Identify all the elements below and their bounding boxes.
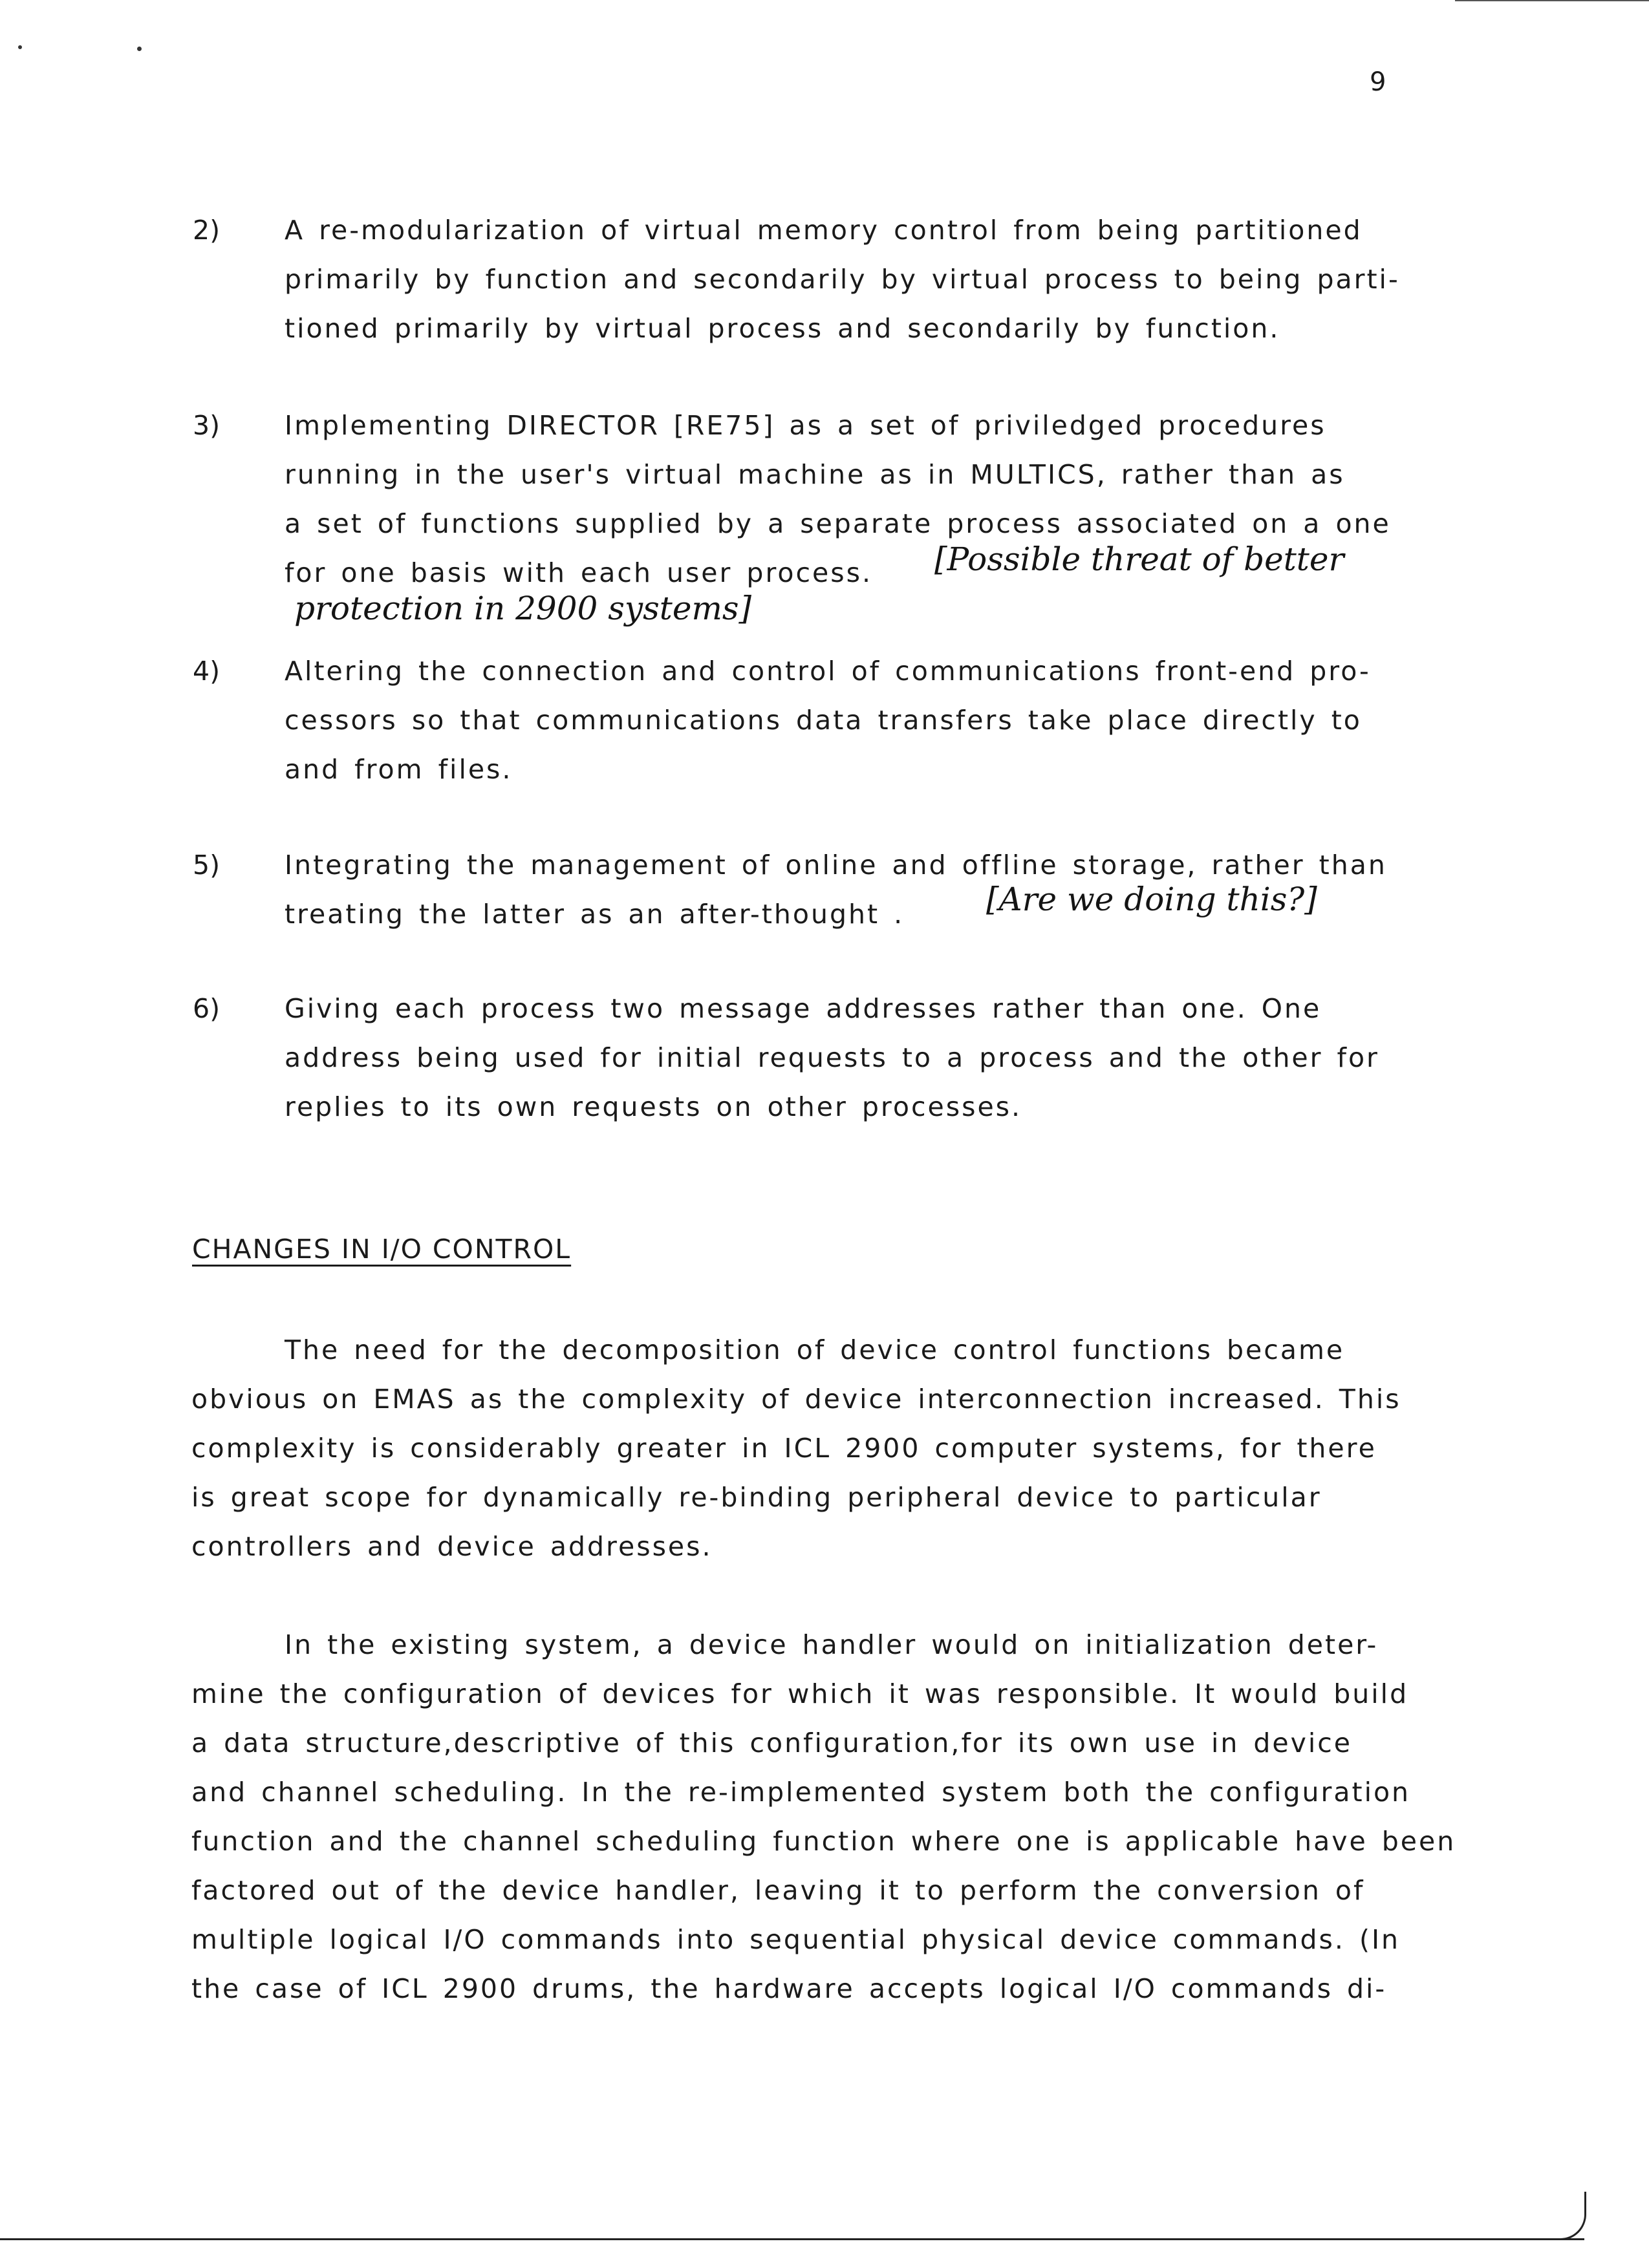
scan-speck <box>137 47 142 51</box>
scan-edge-line <box>0 2238 1584 2240</box>
handwritten-annotation: [Possible threat of better <box>934 540 1344 578</box>
scan-edge-curl <box>1539 2192 1586 2240</box>
handwritten-annotation: [Are we doing this?] <box>986 881 1317 918</box>
scan-speck <box>18 45 22 49</box>
list-item-number: 4) <box>193 656 221 687</box>
list-item-number: 6) <box>193 993 221 1024</box>
list-item-text: Altering the connection and control of communications front-end pro- cessors so that communications data transfers take place directly to and from files. <box>285 656 1371 785</box>
section-heading: CHANGES IN I/O CONTROL <box>192 1234 572 1265</box>
scan-edge-line <box>1455 0 1649 1</box>
list-item-number: 5) <box>193 850 221 881</box>
body-paragraph: The need for the decomposition of device control functions became obvious on EMAS as the complexity of device interconnection increased. This complexity is considerably greater in ICL 2900 computer systems, for there is great scope for dynamically re-binding peripheral device to particular controllers and device addresses. <box>191 1334 1401 1562</box>
handwritten-annotation: protection in 2900 systems] <box>294 590 752 627</box>
list-item-text: Integrating the management of online and offline storage, rather than treating the latter as an after-thought . <box>285 850 1387 930</box>
list-item-text: Giving each process two message addresses rather than one. One address being used for initial requests to a process and the other for replies to its own requests on other processes. <box>285 993 1379 1122</box>
list-item-number: 2) <box>193 215 221 246</box>
list-item-number: 3) <box>193 410 221 441</box>
body-paragraph: In the existing system, a device handler would on initialization deter- mine the configuration of devices for which it was responsible. It would build a data structure,descriptive of this configuration,for its own use in device and channel scheduling. In the re-implemented system both the configuration function and the channel scheduling function where one is applicable have been factored out of the device handler, leaving it to perform the conversion of multiple logical I/O commands into sequential physical device commands. (In the case of ICL 2900 drums, the hardware accepts logical I/O commands di- <box>191 1629 1456 2004</box>
page-number: 9 <box>1370 67 1388 97</box>
list-item-text: A re-modularization of virtual memory control from being partitioned primarily by function and secondarily by virtual process to being parti- tioned primarily by virtual process and secondarily by function. <box>285 215 1400 344</box>
list-item-text: Implementing DIRECTOR [RE75] as a set of priviledged procedures running in the user's virtual machine as in MULTICS, rather than as a set of functions supplied by a separate process associated on a one for one basis with each user process. <box>285 410 1391 588</box>
